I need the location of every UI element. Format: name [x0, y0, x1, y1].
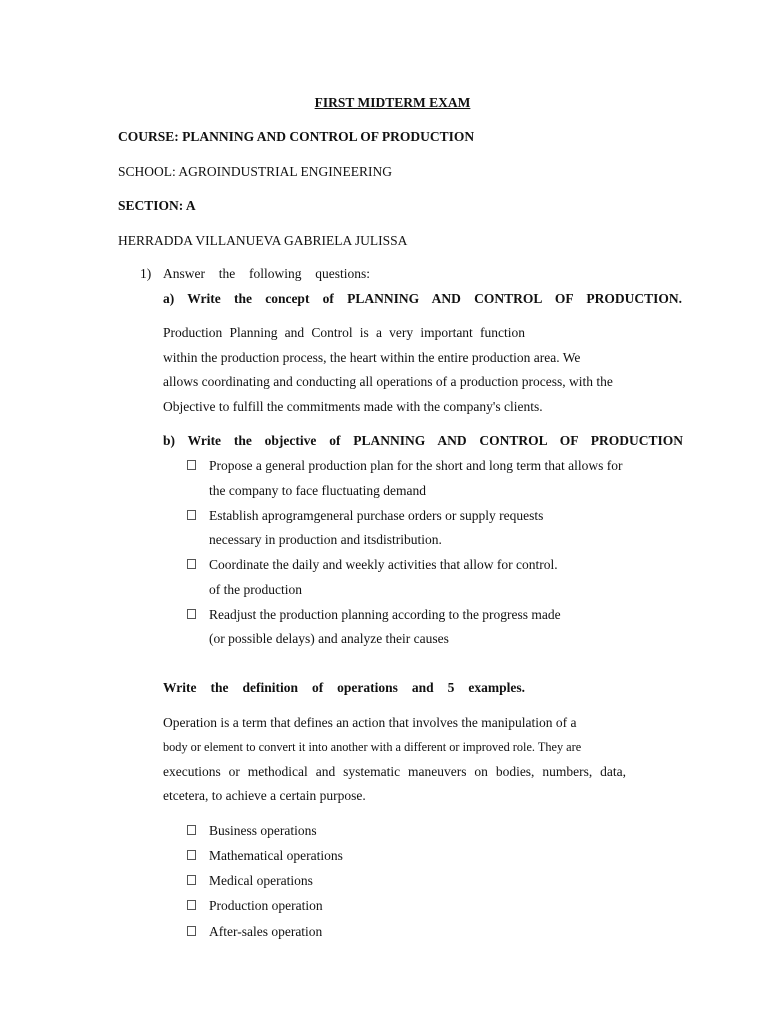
part-c-heading: Write the definition of operations and 5 examples.	[163, 680, 525, 695]
bullet-icon	[187, 926, 196, 936]
part-c-line: etcetera, to achieve a certain purpose.	[163, 788, 366, 803]
bullet-icon	[187, 559, 196, 569]
bullet-icon	[187, 875, 196, 885]
part-b-heading: b) Write the objective of PLANNING AND CONTROL OF PRODUCTION	[163, 433, 683, 448]
bullet-icon	[187, 825, 196, 835]
part-a-line: Production Planning and Control is a very important function	[163, 325, 525, 340]
objective-item: Establish aprogramgeneral purchase orders or supply requests	[209, 508, 544, 523]
example-item: After-sales operation	[209, 924, 323, 939]
bullet-icon	[187, 460, 196, 470]
objective-item-continued: (or possible delays) and analyze their causes	[209, 631, 449, 646]
objective-item: Propose a general production plan for the short and long term that allows for	[209, 458, 623, 473]
page-title: FIRST MIDTERM EXAM	[314, 95, 471, 110]
part-a-heading: a) Write the concept of PLANNING AND CONTROL OF PRODUCTION.	[163, 291, 682, 306]
example-item: Business operations	[209, 823, 317, 838]
bullet-icon	[187, 900, 196, 910]
question-number: 1)	[140, 266, 152, 281]
part-a-line: Objective to fulfill the commitments made with the company's clients.	[163, 399, 543, 414]
bullet-icon	[187, 850, 196, 860]
example-item: Medical operations	[209, 873, 313, 888]
school-line: SCHOOL: AGROINDUSTRIAL ENGINEERING	[118, 164, 392, 179]
question-intro: Answer the following questions:	[163, 266, 370, 281]
objective-item: Readjust the production planning according to the progress made	[209, 607, 561, 622]
part-c-line: Operation is a term that defines an action that involves the manipulation of a	[163, 715, 577, 730]
part-a-line: within the production process, the heart within the entire production area. We	[163, 350, 581, 365]
part-c-line: executions or methodical and systematic maneuvers on bodies, numbers, data,	[163, 764, 626, 779]
objective-item-continued: necessary in production and itsdistribution.	[209, 532, 442, 547]
bullet-icon	[187, 510, 196, 520]
objective-item-continued: the company to face fluctuating demand	[209, 483, 427, 498]
example-item: Production operation	[209, 898, 323, 913]
example-item: Mathematical operations	[209, 848, 343, 863]
course-line: COURSE: PLANNING AND CONTROL OF PRODUCTION	[118, 129, 475, 144]
objective-item-continued: of the production	[209, 582, 302, 597]
objective-item: Coordinate the daily and weekly activities that allow for control.	[209, 557, 558, 572]
part-a-line: allows coordinating and conducting all operations of a production process, with the	[163, 374, 613, 389]
section-line: SECTION: A	[118, 198, 196, 213]
bullet-icon	[187, 609, 196, 619]
student-name: HERRADDA VILLANUEVA GABRIELA JULISSA	[118, 233, 408, 248]
part-c-line: body or element to convert it into another with a different or improved role. They are	[163, 740, 582, 754]
